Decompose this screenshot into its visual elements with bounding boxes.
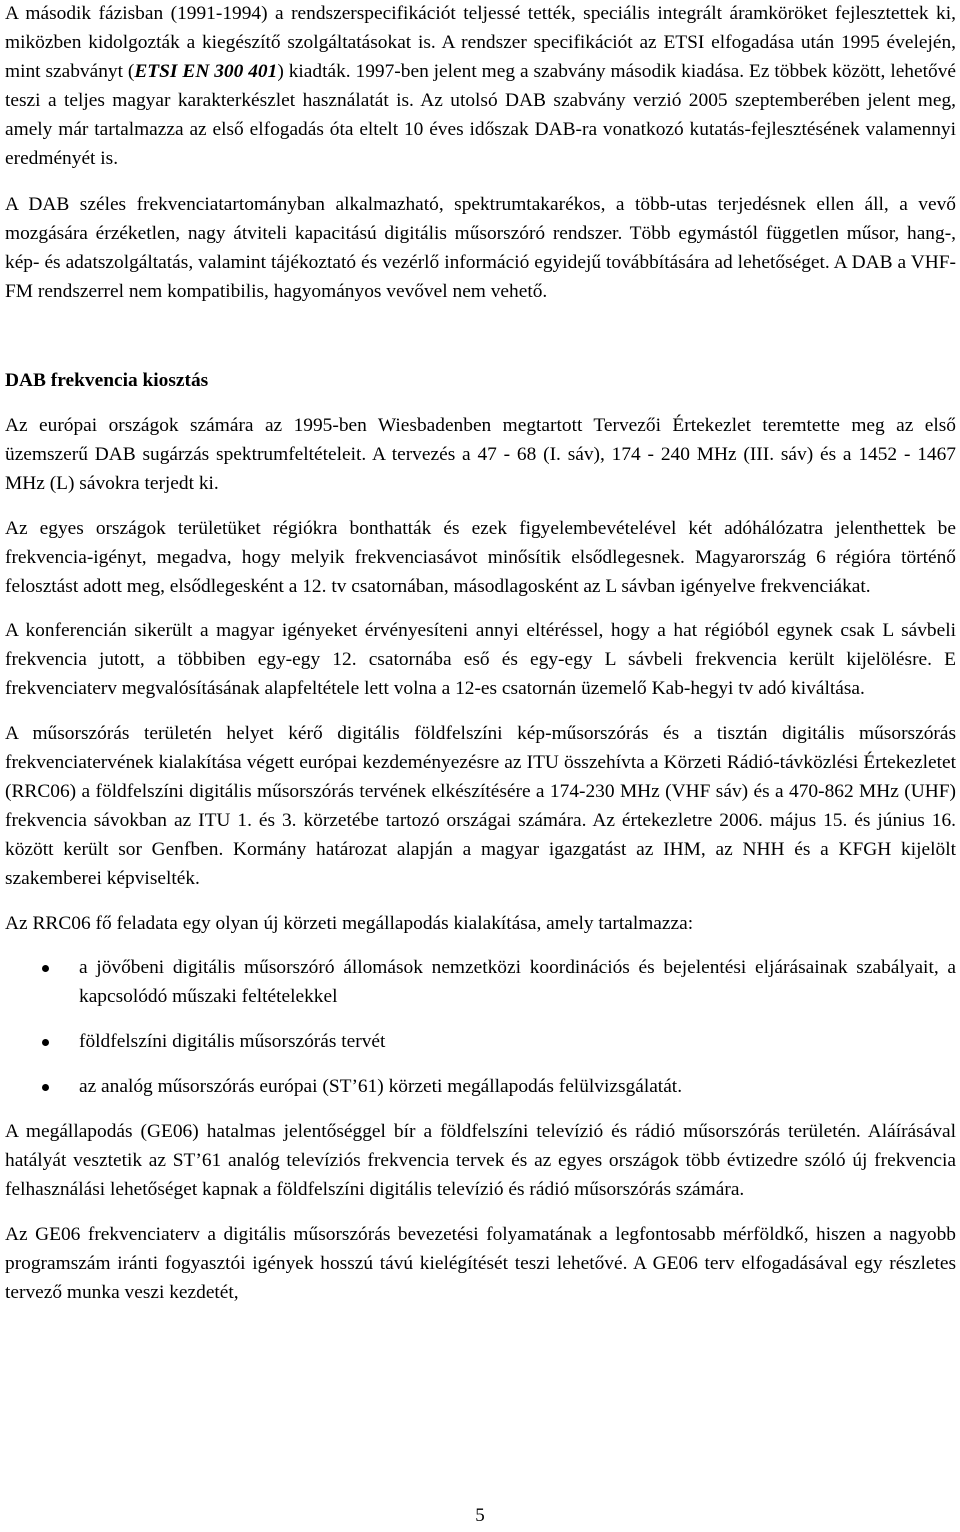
paragraph-ge06-plan: Az GE06 frekvenciaterv a digitális műsorszórás bevezetési folyamatának a legfontosabb mérföldkő, hiszen a nagyobb programszám iránti fogyasztói igények hosszú távú kielégítését teszi lehetővé. A GE06 terv elfogadásával egy részletes tervező munka veszi kezdetét, [5,1223,956,1303]
list-item [5,1073,956,1102]
list-item [5,1028,956,1057]
bullet-icon [42,965,49,972]
bullet-icon [42,1084,49,1091]
list-item-text: a jövőbeni digitális műsorszóró állomások nemzetközi koordinációs és bejelentési eljárásainak szabályait, a kapcsolódó műszaki feltételekkel [79,957,956,1008]
section-spacer [5,307,956,367]
paragraph-text: A második fázisban (1991-1994) a rendszerspecifikációt teljessé tették, speciális integrált áramköröket fejlesztettek ki, miközben kidolgozták a kiegészítő szolgáltatásokat is. A rendszer specifikációt az ETSI elfogadása után 1995 évelején, mint szabványt ( [5,3,956,82]
page-number: 5 [475,1505,485,1526]
bullet-list [5,954,956,1102]
paragraph-rrc06: A műsorszórás területén helyet kérő digitális földfelszíni kép-műsorszórás és a tisztán digitális műsorszórás frekvenciatervének kialakítása végett európai kezdeményezésre az ITU összehívta a Körzeti Rádió-távközlési Értekezletet (RRC06) a földfelszíni digitális műsorszórás tervének elkészítésére a 174-230 MHz (VHF sáv) és a 470-862 MHz (UHF) frekvencia sávokban az ITU 1. és 3. körzetébe tartozó országai számára. Az értekezletre 2006. május 15. és június 16. között került sor Genfben. Kormány határozat alapján a magyar igazgatást az IHM, az NHH és a KFGH kijelölt szakemberei képviselték. [5,723,956,889]
paragraph-dab-phase-two [5,0,956,173]
list-item [5,954,956,1012]
paragraph-wiesbaden: Az európai országok számára az 1995-ben Wiesbadenben megtartott Tervezői Értekezlet teremtette meg az első üzemszerű DAB sugárzás spektrumfeltételeit. A tervezés a 47 - 68 (I. sáv), 174 - 240 MHz (III. sáv) és a 1452 - 1467 MHz (L) sávokra terjedt ki. [5,414,956,494]
section-heading: DAB frekvencia kiosztás [5,370,209,392]
paragraph-rrc06-task: Az RRC06 fő feladata egy olyan új körzeti megállapodás kialakítása, amely tartalmazza: [5,912,694,934]
standard-reference: ETSI EN 300 401 [134,60,278,82]
list-item-text: földfelszíni digitális műsorszórás tervét [79,1031,386,1053]
paragraph-dab-description: A DAB széles frekvenciatartományban alkalmazható, spektrumtakarékos, a több-utas terjedésnek ellen áll, a vevő mozgására érzéketlen, nagy átviteli kapacitású digitális műsorszóró rendszer. Több egymástól független műsor, hang-, kép- és adatszolgáltatás, valamint tájékoztató és vezérlő információ egyidejű továbbítására ad lehetőséget. A DAB a VHF-FM rendszerrel nem kompatibilis, hagyományos vevővel nem vehető. [5,194,956,303]
paragraph-ge06: A megállapodás (GE06) hatalmas jelentőséggel bír a földfelszíni televízió és rádió műsorszórás területén. Aláírásával hatályát vesztetik az ST’61 analóg televíziós frekvencia tervek és az egyes országok több évtizedre szóló új frekvencia felhasználási lehetőséget kapnak a földfelszíni digitális televízió és rádió műsorszórás számára. [5,1121,956,1200]
paragraph-text: ) kiadták. 1997-ben jelent meg a szabvány második kiadása. Ez többek között, lehetővé teszi a teljes magyar karakterkészlet használatát is. Az utolsó DAB szabvány verzió 2005 szeptemberében jelent meg, amely már tartalmazza az első elfogadás óta eltelt 10 éves időszak DAB-ra vonatkozó kutatás-fejlesztésének valamennyi eredményét is. [5,60,956,169]
bullet-icon [42,1039,49,1046]
paragraph-conference: A konferencián sikerült a magyar igényeket érvényesíteni annyi eltéréssel, hogy a hat régióból egynek csak L sávbeli frekvencia jutott, a többiben egy-egy 12. csatornába eső és egy-egy L sávbeli frekvencia került kijelölésre. E frekvenciaterv megvalósításának alapfeltétele lett volna a 12-es csatornán üzemelő Kab-hegyi tv adó kiváltása. [5,620,956,700]
list-item-text: az analóg műsorszórás európai (ST’61) körzeti megállapodás felülvizsgálatát. [79,1076,683,1098]
paragraph-regions: Az egyes országok területüket régiókra bonthatták és ezek figyelembevételével két adóhálózatra jelenthettek be frekvencia-igényt, megadva, hogy melyik frekvenciasávot minősítik elsődlegesnek. Magyarország 6 régióra történő felosztást adott meg, elsődlegesként a 12. tv csatornában, másodlagosként az L sávban igényelve frekvenciákat. [5,517,956,597]
